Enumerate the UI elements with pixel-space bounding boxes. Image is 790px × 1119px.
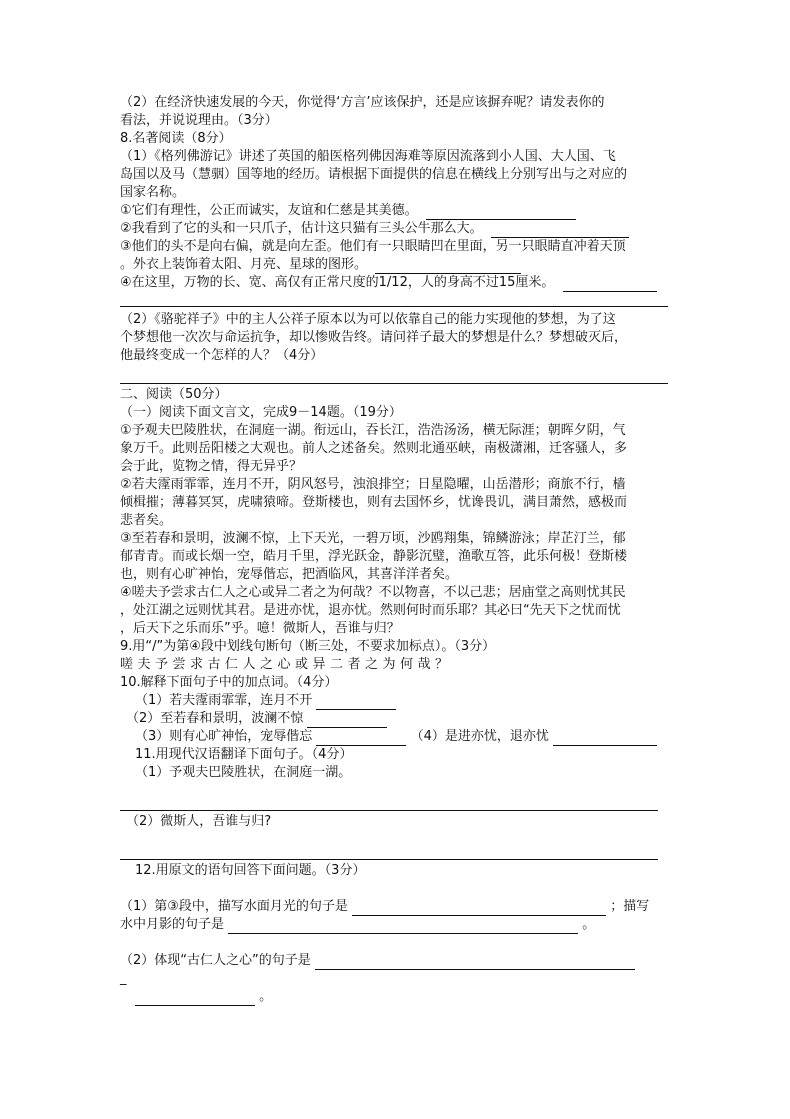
passage-line: 会于此，览物之情，得无异乎？ xyxy=(120,459,303,474)
q8-1-item-b xyxy=(120,220,668,238)
classical-passage xyxy=(120,422,668,638)
q12-item-a xyxy=(120,898,668,916)
q8-2-answer-line[interactable] xyxy=(120,383,668,384)
q10-item-c-text: （3）则有心旷神怡，宠辱偕忘 xyxy=(135,729,313,744)
passage-line: ，处江湖之远则忧其君。是进亦忧，退亦忧。然则何时而乐耶？其必曰“先天下之忧而忧 xyxy=(120,603,621,618)
q8-1-item-d-text: ④在这里，万物的长、宽、高仅有正常尺度的1/12，人的身高不过15厘米。 xyxy=(120,275,555,290)
q12-item-a2 xyxy=(120,916,668,934)
q8-2-line-2: 个梦想他一次次与命运抗争，却以惨败告终。请问祥子最大的梦想是什么？梦想破灭后， xyxy=(120,330,628,345)
q12-item-b xyxy=(120,952,668,970)
passage-line: 悲者矣。 xyxy=(120,513,173,528)
q8-1-item-c-text: 。外衣上装饰着太阳、月亮、星球的图形。 xyxy=(120,257,368,272)
q8-1-item-b-answer-blank[interactable] xyxy=(491,223,629,238)
q8-1-item-b-text: ②我看到了它的头和一只爪子，估计这只猫有三头公牛那么大。 xyxy=(120,221,483,236)
q12-item-b-dash: _ xyxy=(120,971,127,986)
q8-2-line-1: （2）《骆驼祥子》中的主人公祥子原本以为可以依靠自己的能力实现他的梦想，为了这 xyxy=(120,312,616,327)
q12-item-b-end: 。 xyxy=(259,989,273,1004)
q12-item-b-answer-blank-2[interactable] xyxy=(135,991,255,1006)
section-2-title: 二、阅读（50分） xyxy=(120,387,228,402)
q8-1-item-d-answer-line[interactable] xyxy=(120,306,668,307)
passage-line: ④嗟夫予尝求古仁人之心或异二者之为何哉？不以物喜，不以己悲；居庙堂之高则忧其民 xyxy=(120,585,626,600)
q7-2-line-2: 看法，并说说理由。（3分） xyxy=(120,113,278,128)
q12-item-a2-suffix: 。 xyxy=(582,917,596,932)
q10-item-b xyxy=(120,710,668,728)
q8-1-item-a xyxy=(120,202,668,220)
passage-line: ，后天下之乐而乐”乎。噫！微斯人，吾谁与归？ xyxy=(120,621,400,636)
q12-item-b-answer-blank[interactable] xyxy=(315,955,635,970)
q8-1-item-d xyxy=(120,274,668,292)
passage-line: 郁青青。而或长烟一空，皓月千里，浮光跃金，静影沉璧，渔歌互答，此乐何极！登斯楼 xyxy=(120,549,628,564)
q8-1-intro-1: （1）《格列佛游记》讲述了英国的船医格列佛因海难等原因流落到小人国、大人国、飞 xyxy=(120,149,616,164)
q10-item-d-answer-blank[interactable] xyxy=(553,731,657,746)
passage-line: 也，则有心旷神怡，宠辱偕忘，把酒临风，其喜洋洋者矣。 xyxy=(120,567,459,582)
q8-1-intro-2: 岛国以及马（慧骃）国等地的经历。请根据下面提供的信息在横线上分别写出与之对应的 xyxy=(120,167,628,182)
q10-title: 10.解释下面句子中的加点词。（4分） xyxy=(120,675,338,690)
q10-item-a-answer-blank[interactable] xyxy=(316,695,396,710)
q8-1-item-a-text: ①它们有理性，公正而诚实，友谊和仁慈是其美德。 xyxy=(120,203,418,218)
q8-1-intro-3: 国家名称。 xyxy=(120,185,186,200)
q12-item-a-suffix: ；描写 xyxy=(610,899,650,914)
q10-item-a-text: （1）若夫霪雨霏霏，连月不开 xyxy=(135,693,313,708)
passage-line: ①予观夫巴陵胜状，在洞庭一湖。衔远山，吞长江，浩浩汤汤，横无际涯；朝晖夕阴，气 xyxy=(120,423,626,438)
q10-item-a xyxy=(120,692,668,710)
q8-1-item-c-line-2 xyxy=(120,256,668,274)
q12-item-a-prefix: （1）第③段中，描写水面月光的句子是 xyxy=(120,899,348,914)
q11-item-b-answer-line[interactable] xyxy=(120,859,658,860)
q11-item-a-answer-line[interactable] xyxy=(120,810,658,811)
q9-title: 9.用“/”为第④段中划线句断句（断三处，不要求加标点）。（3分） xyxy=(120,639,496,654)
q8-1-item-a-answer-blank[interactable] xyxy=(426,205,576,220)
q11-item-a: （1）予观夫巴陵胜状，在洞庭一湖。 xyxy=(135,765,352,780)
passage-line: ③至若春和景明，波澜不惊，上下天光，一碧万顷，沙鸥翔集，锦鳞游泳；岸芷汀兰，郁 xyxy=(120,531,626,546)
passage-line: 倾楫摧；薄暮冥冥，虎啸猿啼。登斯楼也，则有去国怀乡，忧谗畏讥，满目萧然，感极而 xyxy=(120,495,628,510)
q10-item-d-text: （4）是进亦忧，退亦忧 xyxy=(410,729,549,744)
q11-item-b: （2）微斯人，吾谁与归? xyxy=(126,814,272,829)
q12-item-b-cont xyxy=(120,988,668,1006)
q11-title: 11.用现代汉语翻译下面句子。（4分） xyxy=(135,747,353,762)
q8-1-item-c-answer-blank[interactable] xyxy=(375,259,521,274)
q9-sentence: 嗟夫予尝求古仁人之心或异二者之为何哉？ xyxy=(120,657,453,672)
q12-item-b-prefix: （2）体现“古仁人之心”的句子是 xyxy=(120,953,311,968)
passage-line: 象万千。此则岳阳楼之大观也。前人之述备矣。然则北通巫峡，南极潇湘，迁客骚人，多 xyxy=(120,441,628,456)
exam-page xyxy=(120,94,668,1006)
q10-item-b-answer-blank[interactable] xyxy=(307,713,387,728)
q8-1-item-c-line-1: ③他们的头不是向右偏，就是向左歪。他们有一只眼睛凹在里面，另一只眼睛直冲着天顶 xyxy=(120,239,626,254)
section-2-1-title: （一）阅读下面文言文，完成9－14题。（19分） xyxy=(120,405,402,420)
q12-item-a2-answer-blank[interactable] xyxy=(228,919,578,934)
q12-title: 12.用原文的语句回答下面问题。（3分） xyxy=(135,863,366,878)
q8-2-line-3: 他最终变成一个怎样的人？（4分） xyxy=(120,348,324,363)
q10-item-b-text: （2）至若春和景明，波澜不惊 xyxy=(126,711,304,726)
q10-item-c-answer-blank[interactable] xyxy=(316,731,406,746)
q10-item-cd xyxy=(120,728,668,746)
q7-2-line-1: （2）在经济快速发展的今天，你觉得‘方言’应该保护，还是应该摒弃呢？请发表你的 xyxy=(120,95,605,110)
q12-item-a2-prefix: 水中月影的句子是 xyxy=(120,917,225,932)
q8-1-item-d-answer-blank[interactable] xyxy=(563,277,657,292)
q12-item-a-answer-blank[interactable] xyxy=(352,901,606,916)
q8-title: 8.名著阅读（8分） xyxy=(120,131,232,146)
passage-line: ②若夫霪雨霏霏，连月不开，阴风怒号，浊浪排空；日星隐曜，山岳潜形；商旅不行，樯 xyxy=(120,477,626,492)
